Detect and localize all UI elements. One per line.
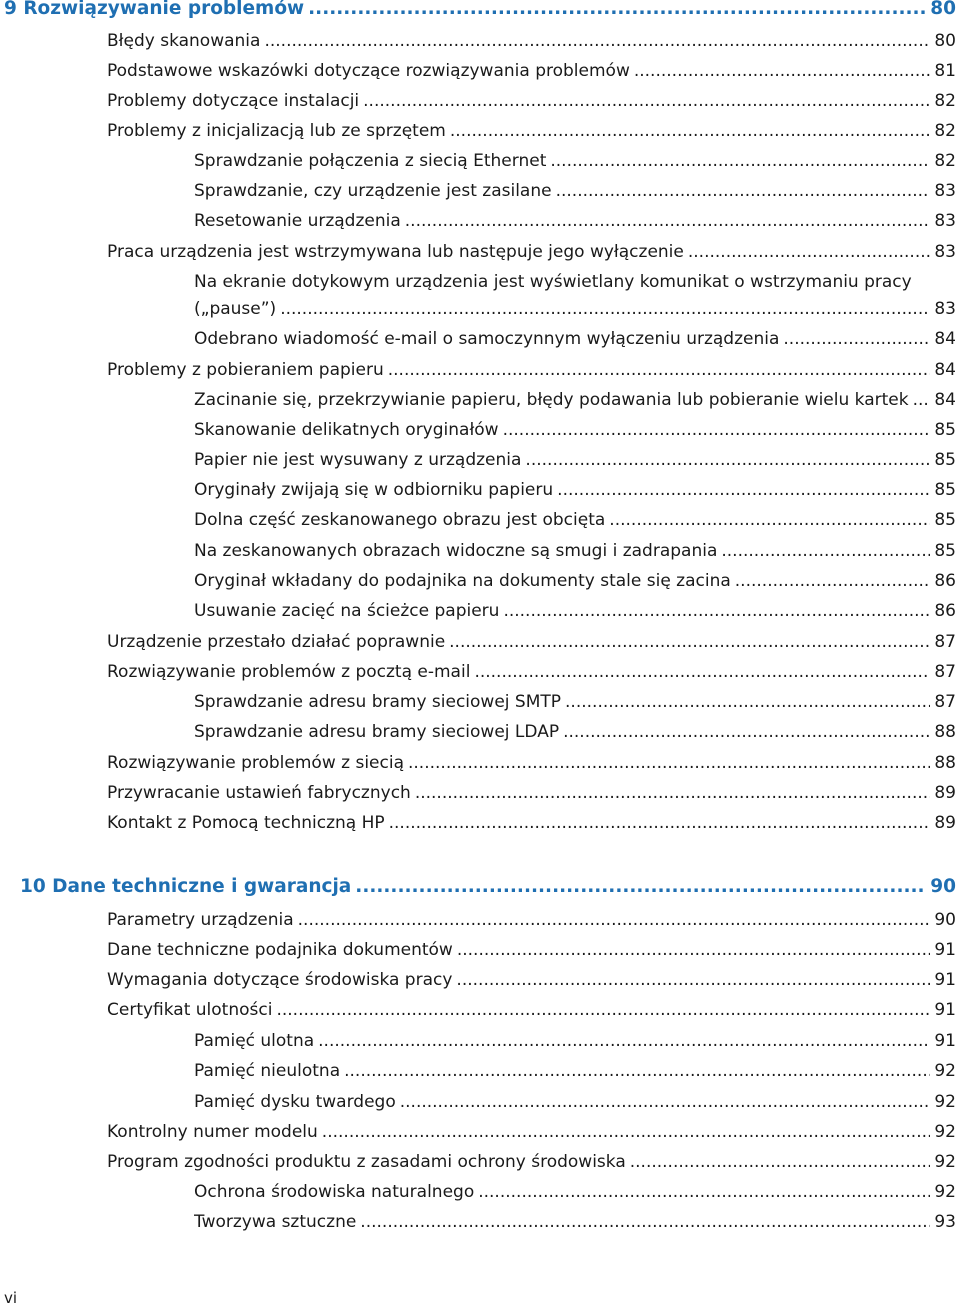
entry-page: 90 — [934, 910, 956, 930]
dot-leader — [609, 510, 930, 530]
entry-page: 82 — [934, 121, 956, 141]
dot-leader — [408, 753, 930, 773]
entry-title: Odebrano wiadomość e-mail o samoczynnym wyłączeniu urządzenia — [194, 329, 780, 349]
entry-title: Oryginały zwijają się w odbiorniku papieru — [194, 480, 554, 500]
entry-title: Zacinanie się, przekrzywianie papieru, błędy podawania lub pobieranie wielu kartek — [194, 390, 909, 410]
dot-leader — [721, 541, 930, 561]
entry-title: Pamięć dysku twardego — [194, 1092, 396, 1112]
dot-leader — [474, 662, 930, 682]
entry-title: Certyfikat ulotności — [107, 1000, 273, 1020]
entry-page: 87 — [934, 692, 956, 712]
dot-leader — [525, 450, 930, 470]
entry-title: Papier nie jest wysuwany z urządzenia — [194, 450, 522, 470]
toc-entry[interactable] — [107, 662, 956, 682]
dot-leader — [450, 121, 930, 141]
toc-entry[interactable] — [107, 61, 956, 81]
toc-entry[interactable] — [107, 1152, 956, 1172]
entry-title: Sprawdzanie adresu bramy sieciowej SMTP — [194, 692, 562, 712]
toc-entry[interactable] — [107, 242, 956, 262]
dot-leader — [634, 61, 931, 81]
entry-title: Usuwanie zacięć na ścieżce papieru — [194, 601, 500, 621]
dot-leader — [688, 242, 930, 262]
toc-subentry[interactable] — [194, 1212, 956, 1232]
entry-title: Rozwiązywanie problemów z siecią — [107, 753, 404, 773]
toc-entry[interactable] — [107, 970, 956, 990]
entry-page: 82 — [934, 151, 956, 171]
entry-title: Problemy z pobieraniem papieru — [107, 360, 384, 380]
toc-entry[interactable] — [107, 783, 956, 803]
entry-title: Wymagania dotyczące środowiska pracy — [107, 970, 453, 990]
dot-leader — [478, 1182, 930, 1202]
toc-subentry[interactable] — [194, 1031, 956, 1051]
dot-leader — [503, 420, 931, 440]
entry-title: Dane techniczne podajnika dokumentów — [107, 940, 453, 960]
chapter-page: 80 — [930, 0, 956, 19]
entry-title: Oryginał wkładany do podajnika na dokumenty stale się zacina — [194, 571, 731, 591]
entry-title: Sprawdzanie adresu bramy sieciowej LDAP — [194, 722, 560, 742]
chapter-heading[interactable] — [4, 0, 956, 19]
dot-leader — [457, 940, 931, 960]
entry-title: Dolna część zeskanowanego obrazu jest obcięta — [194, 510, 606, 530]
entry-page: 83 — [934, 181, 956, 201]
entry-page: 82 — [934, 91, 956, 111]
toc-subentry[interactable] — [194, 151, 956, 171]
dot-leader — [318, 1031, 930, 1051]
entry-page: 89 — [934, 783, 956, 803]
toc-subentry[interactable] — [194, 329, 956, 349]
entry-page: 86 — [934, 571, 956, 591]
entry-page: 92 — [934, 1182, 956, 1202]
entry-title: Problemy z inicjalizacją lub ze sprzętem — [107, 121, 446, 141]
toc-entry[interactable] — [107, 1122, 956, 1142]
entry-title: Urządzenie przestało działać poprawnie — [107, 632, 446, 652]
toc-entry[interactable] — [107, 910, 956, 930]
toc-subentry[interactable] — [194, 1061, 956, 1081]
entry-page: 91 — [934, 1000, 956, 1020]
toc-subentry[interactable] — [194, 692, 956, 712]
entry-page: 85 — [934, 541, 956, 561]
dot-leader — [322, 1122, 931, 1142]
entry-page: 80 — [934, 31, 956, 51]
dot-leader — [550, 151, 930, 171]
dot-leader — [298, 910, 931, 930]
dot-leader — [456, 970, 930, 990]
toc-entry[interactable] — [107, 632, 956, 652]
toc-entry[interactable] — [107, 753, 956, 773]
toc-subentry[interactable] — [194, 601, 956, 621]
page-number: vi — [4, 1289, 18, 1307]
entry-title: Na zeskanowanych obrazach widoczne są smugi i zadrapania — [194, 541, 718, 561]
dot-leader — [400, 1092, 931, 1112]
entry-page: 84 — [934, 360, 956, 380]
entry-title: Rozwiązywanie problemów z pocztą e-mail — [107, 662, 471, 682]
dot-leader — [276, 1000, 930, 1020]
entry-page: 84 — [934, 329, 956, 349]
entry-page: 85 — [934, 480, 956, 500]
toc-subentry[interactable] — [194, 571, 956, 591]
dot-leader — [503, 601, 930, 621]
entry-page: 87 — [934, 662, 956, 682]
entry-title: Ochrona środowiska naturalnego — [194, 1182, 475, 1202]
dot-leader — [389, 813, 931, 833]
dot-leader — [405, 211, 931, 231]
dot-leader — [388, 360, 931, 380]
entry-page: 86 — [934, 601, 956, 621]
toc-entry[interactable] — [107, 940, 956, 960]
dot-leader — [783, 329, 930, 349]
toc-subentry[interactable] — [194, 1092, 956, 1112]
entry-title-continued: („pause”) — [194, 299, 277, 319]
entry-title: Przywracanie ustawień fabrycznych — [107, 783, 411, 803]
toc-entry[interactable] — [107, 31, 956, 51]
dot-leader — [735, 571, 931, 591]
dot-leader — [415, 783, 931, 803]
entry-page: 83 — [934, 242, 956, 262]
entry-title: Pamięć nieulotna — [194, 1061, 341, 1081]
entry-title: Sprawdzanie połączenia z siecią Ethernet — [194, 151, 547, 171]
entry-page: 81 — [934, 61, 956, 81]
dot-leader — [630, 1152, 931, 1172]
dot-leader — [363, 91, 930, 111]
entry-page: 87 — [934, 632, 956, 652]
entry-page: 91 — [934, 970, 956, 990]
entry-title: Praca urządzenia jest wstrzymywana lub następuje jego wyłączenie — [107, 242, 684, 262]
chapter-title: 9 Rozwiązywanie problemów — [4, 0, 305, 19]
toc-entry[interactable] — [107, 360, 956, 380]
toc-subentry[interactable] — [194, 510, 956, 530]
dot-leader — [557, 480, 930, 500]
entry-page: 85 — [934, 420, 956, 440]
toc-subentry[interactable] — [194, 299, 956, 319]
entry-page: 93 — [934, 1212, 956, 1232]
toc-subentry[interactable] — [194, 722, 956, 742]
toc-subentry[interactable] — [194, 390, 956, 410]
entry-page: 88 — [934, 722, 956, 742]
toc-subentry[interactable] — [194, 541, 956, 561]
toc-subentry[interactable] — [194, 420, 956, 440]
entry-title: Kontakt z Pomocą techniczną HP — [107, 813, 385, 833]
entry-title: Podstawowe wskazówki dotyczące rozwiązywania problemów — [107, 61, 630, 81]
entry-page: 83 — [934, 211, 956, 231]
entry-title: Resetowanie urządzenia — [194, 211, 401, 231]
entry-title: Kontrolny numer modelu — [107, 1122, 318, 1142]
entry-title: Pamięć ulotna — [194, 1031, 315, 1051]
dot-leader — [355, 876, 926, 897]
entry-page: 92 — [934, 1061, 956, 1081]
chapter-heading[interactable] — [20, 876, 956, 897]
dot-leader — [308, 0, 926, 19]
entry-page: 85 — [934, 450, 956, 470]
toc-entry[interactable] — [107, 121, 956, 141]
toc-subentry[interactable] — [194, 1182, 956, 1202]
entry-page: 89 — [934, 813, 956, 833]
toc-subentry[interactable] — [194, 181, 956, 201]
entry-page: 92 — [934, 1152, 956, 1172]
dot-leader — [360, 1212, 930, 1232]
chapter-title: 10 Dane techniczne i gwarancja — [20, 876, 352, 897]
entry-title: Program zgodności produktu z zasadami ochrony środowiska — [107, 1152, 626, 1172]
dot-leader — [280, 299, 930, 319]
entry-page: 88 — [934, 753, 956, 773]
toc-subentry[interactable] — [194, 480, 956, 500]
dot-leader — [344, 1061, 930, 1081]
entry-title: Tworzywa sztuczne — [194, 1212, 357, 1232]
dot-leader — [556, 181, 931, 201]
dot-leader — [913, 390, 931, 410]
dot-leader — [264, 31, 930, 51]
dot-leader — [565, 692, 930, 712]
entry-page: 91 — [934, 1031, 956, 1051]
entry-page: 84 — [934, 390, 956, 410]
dot-leader — [449, 632, 930, 652]
toc-entry[interactable] — [107, 1000, 956, 1020]
entry-title: Sprawdzanie, czy urządzenie jest zasilane — [194, 181, 552, 201]
entry-page: 85 — [934, 510, 956, 530]
toc-subentry[interactable] — [194, 211, 956, 231]
entry-page: 83 — [934, 299, 956, 319]
toc-subentry[interactable] — [194, 450, 956, 470]
entry-page: 92 — [934, 1122, 956, 1142]
entry-page: 92 — [934, 1092, 956, 1112]
toc-entry[interactable] — [107, 813, 956, 833]
chapter-page: 90 — [930, 876, 956, 897]
entry-page: 91 — [934, 940, 956, 960]
entry-title: Skanowanie delikatnych oryginałów — [194, 420, 499, 440]
entry-title: Parametry urządzenia — [107, 910, 294, 930]
entry-title: Problemy dotyczące instalacji — [107, 91, 360, 111]
entry-title: Błędy skanowania — [107, 31, 261, 51]
dot-leader — [563, 722, 930, 742]
toc-entry[interactable] — [107, 91, 956, 111]
toc-subentry-first-line[interactable]: Na ekranie dotykowym urządzenia jest wyświetlany komunikat o wstrzymaniu pracy — [194, 272, 912, 292]
